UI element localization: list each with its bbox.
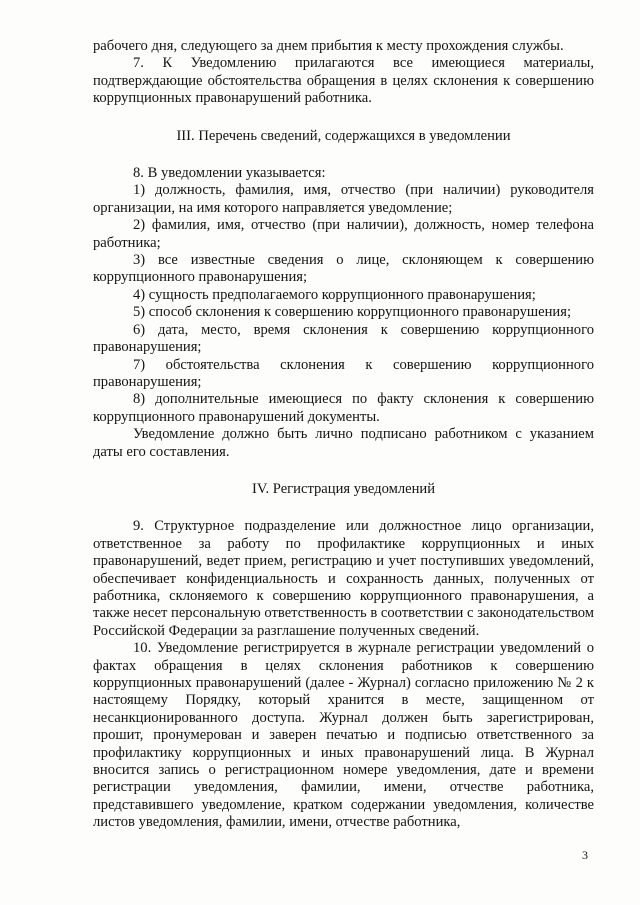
paragraph-9: 9. Структурное подразделение или должностное лицо организации, ответственное за работу по профилактике коррупционных и иных правонарушений, ведет прием, регистрацию и учет поступивших уведомлений, обеспечивает конфиденциальность и сохранность данных, полученных от работника, склоняемого к совершению коррупционного правонарушения, а также несет персональную ответственность в соответствии с законодательством Российской Федерации за разглашение полученных сведений.: [93, 518, 594, 639]
paragraph-8-intro: 8. В уведомлении указывается:: [133, 165, 326, 182]
list-item: 3) все известные сведения о лице, склоняющем к совершению коррупционного правонарушения;: [93, 252, 594, 286]
paragraph-10: 10. Уведомление регистрируется в журнале регистрации уведомлений о фактах обращения в целях склонения работников к совершению коррупционных правонарушений (далее - Журнал) согласно приложению № 2 к настоящему Порядку, который хранится в месте, защищенном от несанкционированного доступа. Журнал должен быть зарегистрирован, прошит, пронумерован и заверен печатью и подписью ответственного за профилактику коррупционных и иных правонарушений лица. В Журнал вносится запись о регистрационном номере уведомления, дате и времени регистрации уведомления, фамилии, имени, отчестве работника, представившего уведомление, кратком содержании уведомления, количестве листов уведомления, фамилии, имени, отчестве работника,: [93, 640, 594, 831]
list-item: 5) способ склонения к совершению коррупционного правонарушения;: [133, 304, 572, 321]
page-number: 3: [582, 848, 588, 862]
list-item: 4) сущность предполагаемого коррупционного правонарушения;: [133, 286, 536, 303]
list-item: 2) фамилия, имя, отчество (при наличии), должность, номер телефона работника;: [93, 217, 594, 251]
paragraph-8-signature-note: Уведомление должно быть лично подписано работником с указанием даты его составления.: [93, 426, 594, 460]
section-3-heading: III. Перечень сведений, содержащихся в уведомлении: [176, 127, 511, 144]
list-item: 1) должность, фамилия, имя, отчество (при наличии) руководителя организации, на имя которого направляется уведомление;: [93, 182, 594, 216]
paragraph-7: 7. К Уведомлению прилагаются все имеющиеся материалы, подтверждающие обстоятельства обращения в целях склонения к совершению коррупционных правонарушений работника.: [93, 55, 594, 107]
section-4-heading: IV. Регистрация уведомлений: [251, 480, 436, 497]
list-item: 6) дата, место, время склонения к совершению коррупционного правонарушения;: [93, 321, 594, 356]
list-item: 7) обстоятельства склонения к совершению коррупционного правонарушения;: [93, 356, 594, 390]
continuation-line: рабочего дня, следующего за днем прибытия к месту прохождения службы.: [93, 38, 564, 54]
list-item: 8) дополнительные имеющиеся по факту склонения к совершению коррупционного правонарушений документы.: [93, 391, 594, 425]
